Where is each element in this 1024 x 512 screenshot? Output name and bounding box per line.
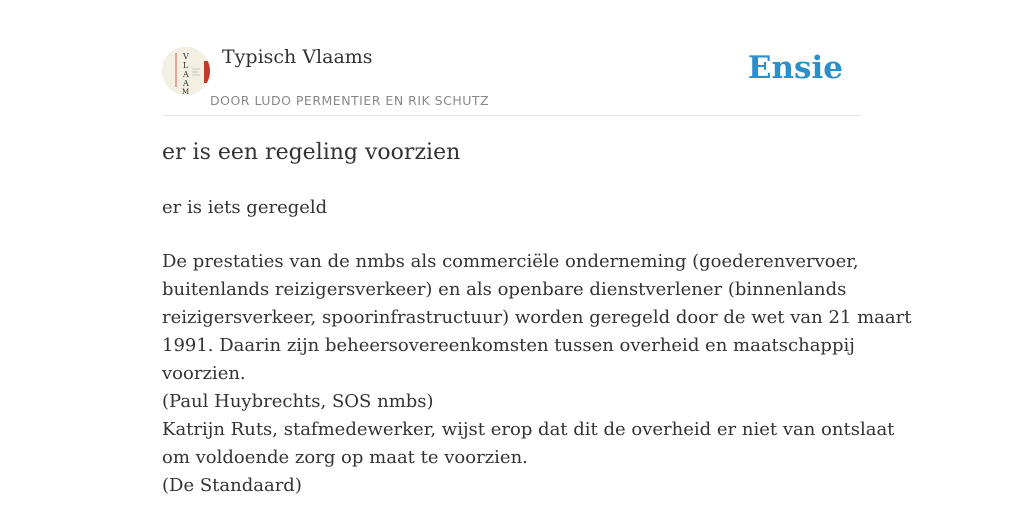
svg-text:V: V (183, 52, 189, 61)
book-cover-icon[interactable] (162, 47, 210, 95)
example-line: voorzien. (162, 363, 246, 384)
example-line: om voldoende zorg op maat te voorzien. (162, 447, 528, 468)
example-line: Katrijn Ruts, stafmedewerker, wijst erop dat dit de overheid er niet van ontslaat (162, 419, 895, 440)
header (162, 40, 862, 116)
example-line: reizigersverkeer, spoorinfrastructuur) worden geregeld door de wet van 21 maart (162, 307, 912, 328)
svg-text:M: M (182, 88, 190, 95)
svg-text:A: A (183, 70, 189, 79)
book-authors: DOOR LUDO PERMENTIER EN RIK SCHUTZ (210, 93, 490, 108)
entry-term: er is een regeling voorzien (162, 140, 461, 165)
example-source: (Paul Huybrechts, SOS nmbs) (162, 391, 434, 412)
example-line: 1991. Daarin zijn beheersovereenkomsten tussen overheid en maatschappij (162, 335, 855, 356)
book-title[interactable]: Typisch Vlaams (222, 46, 373, 68)
svg-text:L: L (183, 61, 189, 70)
svg-text:A: A (183, 79, 189, 88)
example-source: (De Standaard) (162, 475, 302, 496)
entry-example (162, 248, 912, 500)
example-line: De prestaties van de nmbs als commerciële onderneming (goederenvervoer, (162, 251, 859, 272)
brand-logo[interactable]: Ensie (747, 50, 843, 86)
entry-definition: er is iets geregeld (162, 197, 328, 218)
example-line: buitenlands reizigersverkeer) en als openbare dienstverlener (binnenlands (162, 279, 847, 300)
